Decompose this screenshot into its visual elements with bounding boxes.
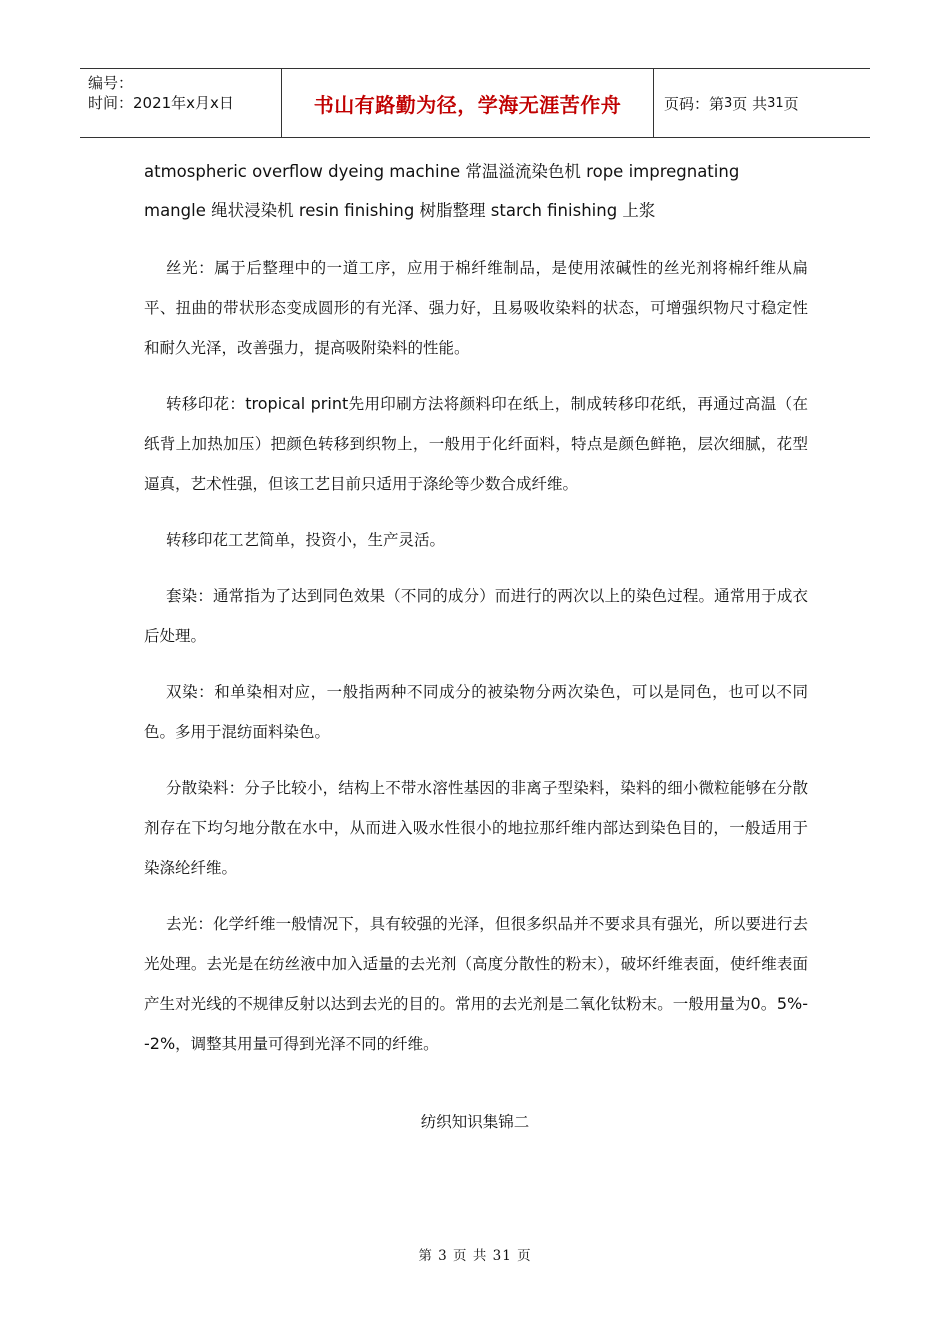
transfer-term: 转移印花： xyxy=(166,395,246,413)
delustering-text: 去光：化学纤维一般情况下，具有较强的光泽，但很多织品并不要求具有强光，所以要进行去光处理。去光是在纺丝液中加入适量的去光剂（高度分散性的粉末），破坏纤维表面，使纤维表面产生对光线的不规律反射以达到去光的目的。常用的去光剂是二氧化钛粉末。一般用量为 xyxy=(144,915,808,1013)
glossary-line-1: atmospheric overflow dyeing machine 常温溢流染色机 rope impregnating xyxy=(144,162,740,181)
delustering-dosage: 0。5%--2% xyxy=(144,994,808,1053)
document-number-label: 编号： xyxy=(88,74,134,92)
section-title: 纺织知识集锦二 xyxy=(420,1113,530,1131)
document-body xyxy=(144,152,808,1064)
paragraph-mercerizing: 丝光：属于后整理中的一道工序，应用于棉纤维制品，是使用浓碱性的丝光剂将棉纤维从扁平、扭曲的带状形态变成圆形的有光泽、强力好，且易吸收染料的状态，可增强织物尺寸稳定性和耐久光泽，改善强力，提高吸附染料的性能。 xyxy=(144,259,808,357)
page-header xyxy=(80,68,870,138)
page-mid-label: 页 共 xyxy=(732,94,768,113)
glossary-line-2: mangle 绳状浸染机 resin finishing 树脂整理 starch finishing 上浆 xyxy=(144,201,656,220)
transfer-term-english: tropical print xyxy=(245,394,349,413)
paragraph-overdyeing: 套染：通常指为了达到同色效果（不同的成分）而进行的两次以上的染色过程。通常用于成衣后处理。 xyxy=(144,587,808,645)
paragraph-transfer-printing xyxy=(144,384,808,504)
page-total: 31 xyxy=(767,95,784,111)
paragraph-double-dyeing: 双染：和单染相对应，一般指两种不同成分的被染物分两次染色，可以是同色，也可以不同色。多用于混纺面料染色。 xyxy=(144,683,808,741)
delustering-text-end: ，调整其用量可得到光泽不同的纤维。 xyxy=(175,1035,439,1053)
document-time-label: 时间：2021年x月x日 xyxy=(88,94,234,112)
paragraph-transfer-simple: 转移印花工艺简单，投资小，生产灵活。 xyxy=(166,531,446,549)
header-motto: 书山有路勤为径，学海无涯苦作舟 xyxy=(282,69,654,137)
page-label: 页码：第 xyxy=(664,94,725,113)
header-meta xyxy=(80,69,282,137)
page-end-label: 页 xyxy=(783,94,799,113)
paragraph-delustering xyxy=(144,904,808,1064)
paragraph-disperse-dye: 分散染料：分子比较小，结构上不带水溶性基因的非离子型染料，染料的细小微粒能够在分散剂存在下均匀地分散在水中，从而进入吸水性很小的地拉那纤维内部达到染色目的，一般适用于染涤纶纤维。 xyxy=(144,779,808,877)
page-footer: 第 3 页 共 31 页 xyxy=(418,1248,532,1264)
page-current: 3 xyxy=(724,95,733,111)
header-page-indicator xyxy=(654,69,870,137)
transfer-description: 先用印刷方法将颜料印在纸上，制成转移印花纸，再通过高温（在纸背上加热加压）把颜色转移到织物上，一般用于化纤面料，特点是颜色鲜艳，层次细腻，花型逼真，艺术性强，但该工艺目前只适用于涤纶等少数合成纤维。 xyxy=(144,395,808,493)
